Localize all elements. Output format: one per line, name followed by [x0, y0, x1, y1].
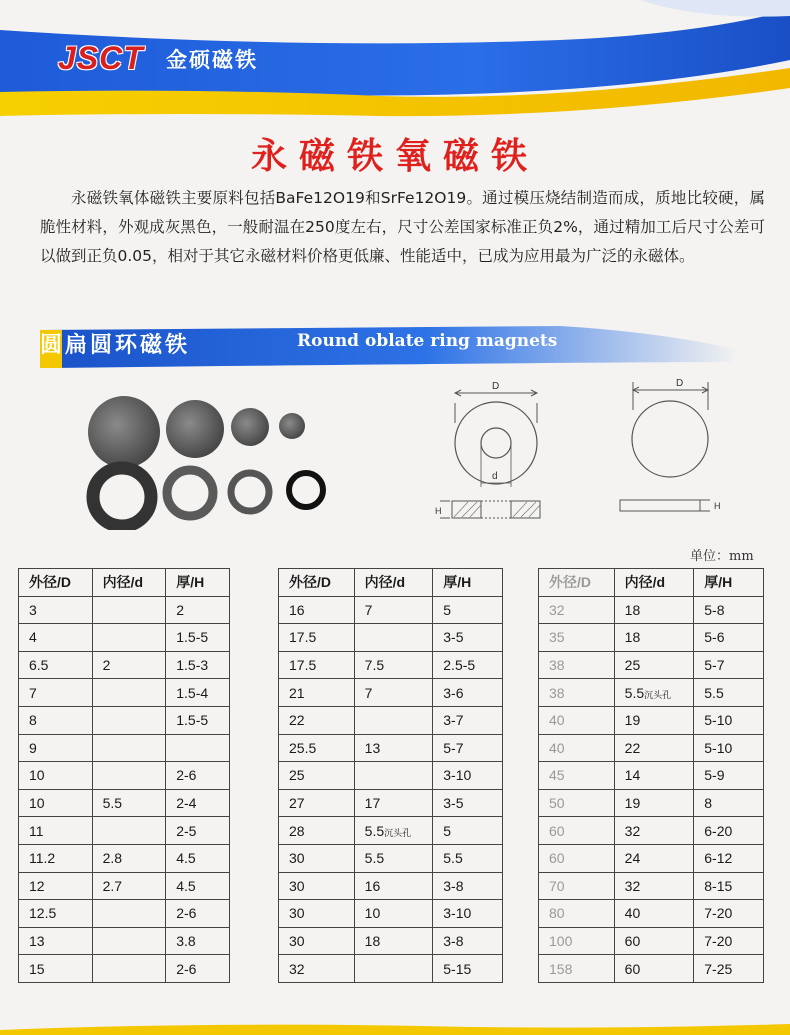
- disc-magnet-medium: [166, 400, 224, 458]
- cell-inner-diameter: [92, 596, 166, 624]
- table-row: [19, 844, 230, 872]
- cell-inner-diameter: 32: [614, 817, 694, 845]
- cell-inner-diameter: [354, 706, 433, 734]
- ring-outer-label: D: [492, 381, 500, 392]
- cell-outer-diameter: 3: [19, 596, 93, 624]
- cell-inner-diameter: 7.5: [354, 651, 433, 679]
- col-header-inner-diameter: 内径/d: [354, 569, 433, 597]
- table-row: [19, 762, 230, 790]
- table-row: [19, 900, 230, 928]
- table-row: [279, 651, 503, 679]
- cell-thickness: 3-10: [433, 900, 503, 928]
- cell-outer-diameter: 30: [279, 927, 355, 955]
- cell-thickness: 2-6: [166, 762, 230, 790]
- table-row: [279, 955, 503, 983]
- cell-outer-diameter: 25.5: [279, 734, 355, 762]
- table-row: [539, 927, 764, 955]
- cell-thickness: 5.5: [433, 844, 503, 872]
- table-row: [279, 679, 503, 707]
- cell-outer-diameter: 80: [539, 900, 615, 928]
- cell-inner-diameter: 22: [614, 734, 694, 762]
- cell-thickness: 3-5: [433, 624, 503, 652]
- cell-inner-diameter: [354, 624, 433, 652]
- cell-inner-diameter: 25: [614, 651, 694, 679]
- cell-thickness: 3-8: [433, 927, 503, 955]
- cell-thickness: 5-7: [694, 651, 764, 679]
- table-row: [279, 624, 503, 652]
- table-row: [279, 789, 503, 817]
- cell-thickness: 3-10: [433, 762, 503, 790]
- unit-label: 单位：mm: [690, 549, 754, 564]
- brand-name: 金硕磁铁: [166, 48, 258, 72]
- cell-inner-diameter: 18: [614, 624, 694, 652]
- cell-outer-diameter: 40: [539, 706, 615, 734]
- table-row: [279, 872, 503, 900]
- cell-outer-diameter: 25: [279, 762, 355, 790]
- table-row: [539, 789, 764, 817]
- table-row: [539, 706, 764, 734]
- spec-table-3: [538, 568, 764, 983]
- table-row: [19, 872, 230, 900]
- cell-outer-diameter: 11: [19, 817, 93, 845]
- cell-outer-diameter: 17.5: [279, 651, 355, 679]
- table-row: [539, 596, 764, 624]
- ring-magnet-small: [231, 473, 269, 511]
- table-row: [539, 651, 764, 679]
- cell-thickness: 5-15: [433, 955, 503, 983]
- table-row: [539, 872, 764, 900]
- cell-inner-diameter: 19: [614, 789, 694, 817]
- cell-thickness: 5: [433, 817, 503, 845]
- table-row: [279, 900, 503, 928]
- cell-thickness: 7-25: [694, 955, 764, 983]
- cell-inner-diameter: 32: [614, 872, 694, 900]
- cell-inner-diameter: 60: [614, 927, 694, 955]
- col-header-outer-diameter: 外径/D: [539, 569, 615, 597]
- cell-outer-diameter: 21: [279, 679, 355, 707]
- cell-inner-diameter: 14: [614, 762, 694, 790]
- table-row: [279, 762, 503, 790]
- cell-inner-diameter: 60: [614, 955, 694, 983]
- countersink-note: 沉头孔: [644, 689, 672, 700]
- cell-inner-diameter: 19: [614, 706, 694, 734]
- cell-outer-diameter: 12: [19, 872, 93, 900]
- disc-magnet-small: [231, 408, 269, 446]
- col-header-thickness: 厚/H: [694, 569, 764, 597]
- table-row: [539, 679, 764, 707]
- disc-magnet-tiny: [279, 413, 305, 439]
- cell-thickness: 3-8: [433, 872, 503, 900]
- cell-thickness: 1.5-5: [166, 624, 230, 652]
- cell-inner-diameter: [92, 762, 166, 790]
- table-row: [539, 762, 764, 790]
- countersink-note: 沉头孔: [384, 827, 412, 838]
- table-row: [539, 955, 764, 983]
- cell-outer-diameter: 60: [539, 844, 615, 872]
- table-row: [539, 844, 764, 872]
- cell-thickness: 6-20: [694, 817, 764, 845]
- cell-outer-diameter: 70: [539, 872, 615, 900]
- cell-thickness: 2: [166, 596, 230, 624]
- cell-thickness: 5-10: [694, 706, 764, 734]
- cell-thickness: 5-9: [694, 762, 764, 790]
- cell-outer-diameter: 16: [279, 596, 355, 624]
- cell-inner-diameter: [92, 900, 166, 928]
- cell-thickness: 8-15: [694, 872, 764, 900]
- cell-inner-diameter: 24: [614, 844, 694, 872]
- footer-stripe: [0, 1018, 790, 1035]
- cell-outer-diameter: 15: [19, 955, 93, 983]
- cell-inner-diameter: [92, 734, 166, 762]
- cell-thickness: 2-6: [166, 900, 230, 928]
- cell-thickness: 3-7: [433, 706, 503, 734]
- col-header-thickness: 厚/H: [166, 569, 230, 597]
- cell-outer-diameter: 32: [539, 596, 615, 624]
- cell-outer-diameter: 4: [19, 624, 93, 652]
- col-header-thickness: 厚/H: [433, 569, 503, 597]
- table-row: [539, 624, 764, 652]
- cell-outer-diameter: 30: [279, 872, 355, 900]
- cell-outer-diameter: 22: [279, 706, 355, 734]
- cell-inner-diameter: [354, 762, 433, 790]
- cell-thickness: 1.5-4: [166, 679, 230, 707]
- table-header-row: [539, 569, 764, 597]
- cell-thickness: 5.5: [694, 679, 764, 707]
- brand-logo: JSCT: [58, 40, 144, 76]
- cell-outer-diameter: 38: [539, 679, 615, 707]
- cell-inner-diameter: [92, 706, 166, 734]
- table-row: [279, 734, 503, 762]
- cell-outer-diameter: 10: [19, 789, 93, 817]
- cell-inner-diameter: [92, 817, 166, 845]
- cell-inner-diameter: [92, 955, 166, 983]
- cell-inner-diameter: 17: [354, 789, 433, 817]
- cell-inner-diameter: [92, 927, 166, 955]
- col-header-outer-diameter: 外径/D: [19, 569, 93, 597]
- cell-thickness: 3-6: [433, 679, 503, 707]
- cell-thickness: 4.5: [166, 872, 230, 900]
- cell-thickness: 6-12: [694, 844, 764, 872]
- ring-magnet-large: [93, 468, 151, 526]
- cell-outer-diameter: 45: [539, 762, 615, 790]
- ring-magnet-medium: [167, 470, 213, 516]
- cell-outer-diameter: 40: [539, 734, 615, 762]
- col-header-inner-diameter: 内径/d: [92, 569, 166, 597]
- cell-thickness: 7-20: [694, 900, 764, 928]
- table-row: [19, 679, 230, 707]
- cell-outer-diameter: 7: [19, 679, 93, 707]
- table-row: [539, 900, 764, 928]
- table-row: [19, 817, 230, 845]
- table-row: [539, 734, 764, 762]
- cell-thickness: 5-6: [694, 624, 764, 652]
- cell-outer-diameter: 10: [19, 762, 93, 790]
- cell-inner-diameter: [354, 955, 433, 983]
- cell-inner-diameter: 18: [614, 596, 694, 624]
- cell-outer-diameter: 28: [279, 817, 355, 845]
- cell-thickness: 4.5: [166, 844, 230, 872]
- cell-inner-diameter: 5.5: [354, 844, 433, 872]
- magnets-photo: [70, 390, 350, 530]
- cell-thickness: 5-8: [694, 596, 764, 624]
- table-row: [19, 624, 230, 652]
- cell-outer-diameter: 6.5: [19, 651, 93, 679]
- cell-outer-diameter: 100: [539, 927, 615, 955]
- cell-thickness: 2-4: [166, 789, 230, 817]
- intro-paragraph: 永磁铁氧体磁铁主要原料包括BaFe12O19和SrFe12O19。通过模压烧结制造而成，质地比较硬，属脆性材料，外观成灰黑色，一般耐温在250度左右，尺寸公差国家标准正负2%，通过精加工后尺寸公差可以做到正负0.05，相对于其它永磁材料价格更低廉、性能适中，已成为应用最为广泛的永磁体。: [40, 189, 765, 265]
- cell-outer-diameter: 30: [279, 900, 355, 928]
- cell-inner-diameter: 2: [92, 651, 166, 679]
- disc-dimension-diagram: [610, 372, 740, 522]
- cell-thickness: 1.5-3: [166, 651, 230, 679]
- table-header-row: [19, 569, 230, 597]
- cell-inner-diameter: 5.5沉头孔: [354, 817, 433, 845]
- cell-outer-diameter: 38: [539, 651, 615, 679]
- section-title: 圆扁圆环磁铁: [40, 333, 191, 358]
- section-title-en: Round oblate ring magnets: [297, 331, 558, 351]
- cell-outer-diameter: 35: [539, 624, 615, 652]
- cell-outer-diameter: 12.5: [19, 900, 93, 928]
- cell-thickness: 8: [694, 789, 764, 817]
- cell-inner-diameter: 18: [354, 927, 433, 955]
- ring-magnet-tiny: [289, 473, 323, 507]
- table-row: [279, 817, 503, 845]
- cell-outer-diameter: 27: [279, 789, 355, 817]
- table-row: [19, 734, 230, 762]
- table-row: [19, 651, 230, 679]
- table-header-row: [279, 569, 503, 597]
- cell-outer-diameter: 17.5: [279, 624, 355, 652]
- header-banner: [0, 0, 790, 118]
- table-row: [539, 817, 764, 845]
- cell-inner-diameter: 40: [614, 900, 694, 928]
- cell-outer-diameter: 30: [279, 844, 355, 872]
- cell-inner-diameter: 16: [354, 872, 433, 900]
- ring-inner-label: d: [492, 471, 498, 482]
- cell-outer-diameter: 8: [19, 706, 93, 734]
- spec-table-2: [278, 568, 503, 983]
- cell-inner-diameter: 7: [354, 596, 433, 624]
- table-row: [19, 955, 230, 983]
- cell-outer-diameter: 11.2: [19, 844, 93, 872]
- cell-thickness: 2-5: [166, 817, 230, 845]
- cell-inner-diameter: 7: [354, 679, 433, 707]
- disc-thickness-label: H: [714, 501, 721, 511]
- cell-thickness: 7-20: [694, 927, 764, 955]
- table-row: [279, 844, 503, 872]
- cell-inner-diameter: 2.7: [92, 872, 166, 900]
- col-header-outer-diameter: 外径/D: [279, 569, 355, 597]
- cell-thickness: 5-7: [433, 734, 503, 762]
- cell-outer-diameter: 13: [19, 927, 93, 955]
- disc-outer-label: D: [676, 378, 684, 389]
- cell-thickness: 5: [433, 596, 503, 624]
- cell-outer-diameter: 32: [279, 955, 355, 983]
- page-title: 永磁铁氧磁铁: [250, 135, 539, 177]
- cell-inner-diameter: 13: [354, 734, 433, 762]
- table-row: [279, 706, 503, 734]
- col-header-inner-diameter: 内径/d: [614, 569, 694, 597]
- table-row: [279, 927, 503, 955]
- cell-inner-diameter: 2.8: [92, 844, 166, 872]
- cell-thickness: [166, 734, 230, 762]
- cell-thickness: 2-6: [166, 955, 230, 983]
- cell-inner-diameter: 10: [354, 900, 433, 928]
- cell-thickness: 3-5: [433, 789, 503, 817]
- table-row: [19, 706, 230, 734]
- cell-inner-diameter: 5.5: [92, 789, 166, 817]
- table-row: [19, 789, 230, 817]
- disc-magnet-large: [88, 396, 160, 468]
- cell-inner-diameter: [92, 679, 166, 707]
- table-row: [19, 927, 230, 955]
- cell-outer-diameter: 9: [19, 734, 93, 762]
- cell-inner-diameter: 5.5沉头孔: [614, 679, 694, 707]
- ring-thickness-label: H: [435, 506, 442, 516]
- table-row: [279, 596, 503, 624]
- ring-dimension-diagram: [430, 375, 560, 540]
- cell-inner-diameter: [92, 624, 166, 652]
- cell-outer-diameter: 50: [539, 789, 615, 817]
- cell-thickness: 5-10: [694, 734, 764, 762]
- cell-thickness: 3.8: [166, 927, 230, 955]
- cell-thickness: 2.5-5: [433, 651, 503, 679]
- cell-outer-diameter: 60: [539, 817, 615, 845]
- cell-thickness: 1.5-5: [166, 706, 230, 734]
- table-row: [19, 596, 230, 624]
- spec-table-1: [18, 568, 230, 983]
- cell-outer-diameter: 158: [539, 955, 615, 983]
